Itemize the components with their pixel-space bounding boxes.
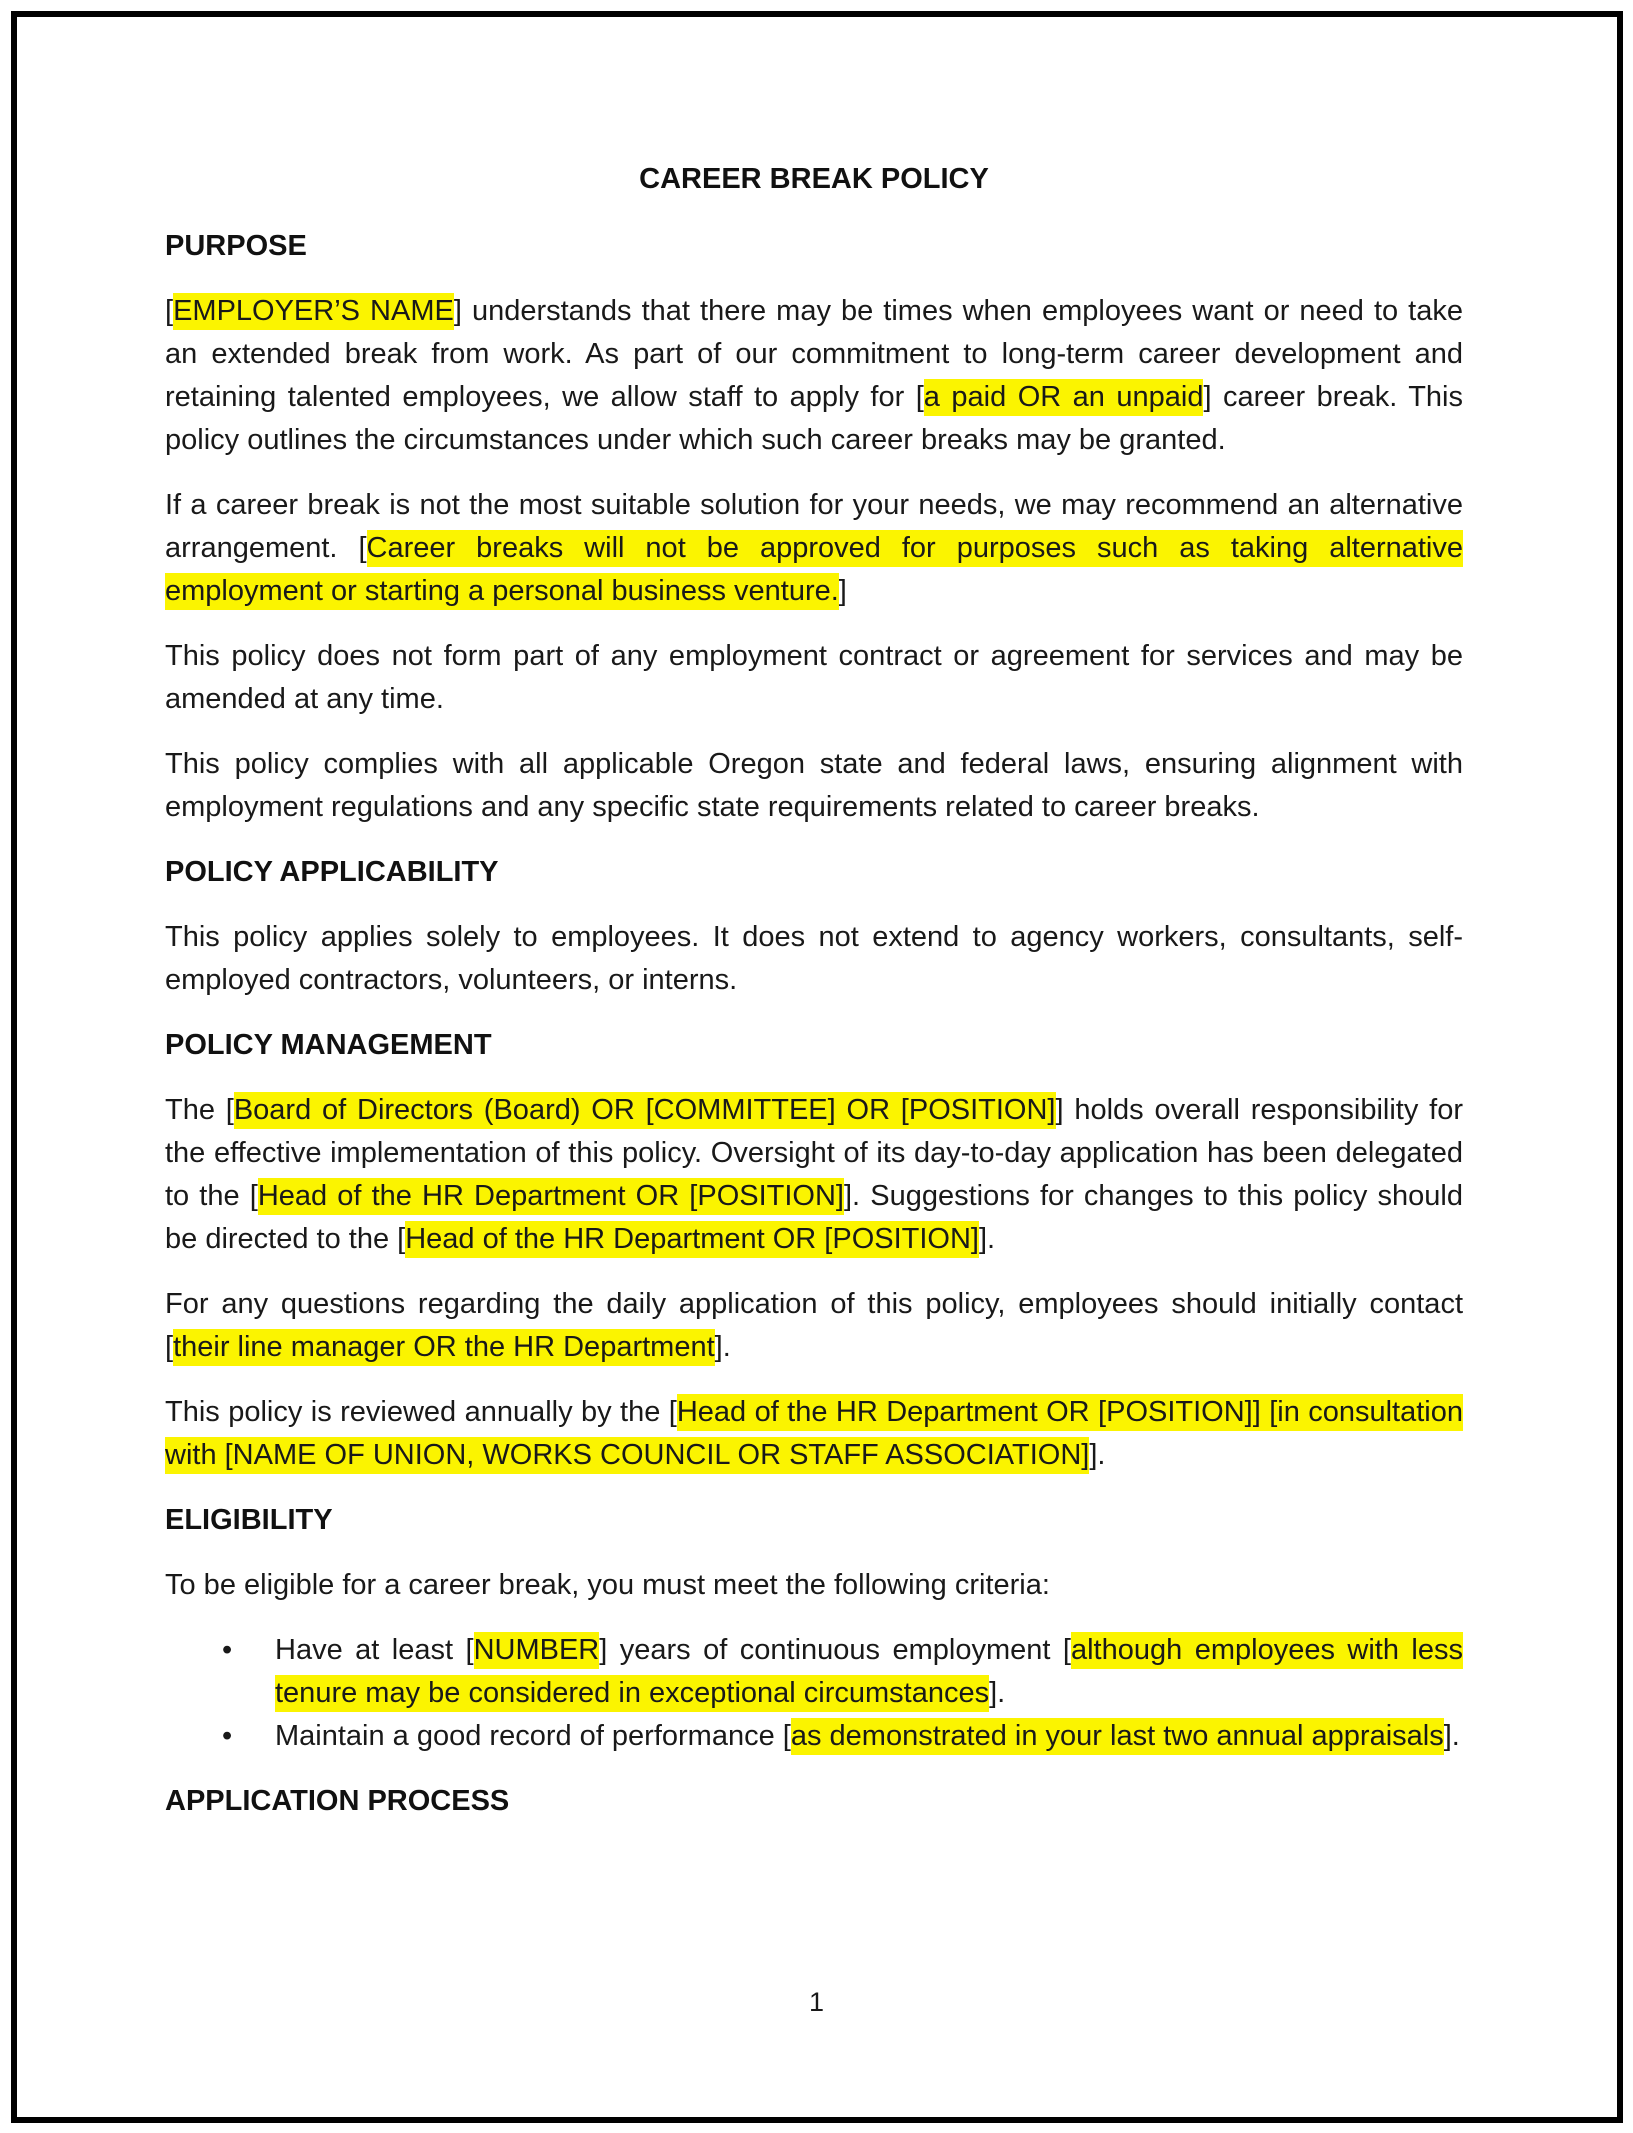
text-segment: ] holds overall responsibility for the effective implementation of this policy. Oversight of its day-to-day application has been delegated to the [ <box>165 1094 1463 1212</box>
paragraph <box>165 635 1463 721</box>
bullet-icon: • <box>222 1720 233 1752</box>
paragraph <box>165 484 1463 613</box>
document-content <box>165 158 1463 1845</box>
document-title: CAREER BREAK POLICY <box>639 163 989 195</box>
highlighted-placeholder: Head of the HR Department OR [POSITION] <box>258 1178 844 1215</box>
highlighted-placeholder: their line manager OR the HR Department <box>173 1329 715 1366</box>
text-segment: For any questions regarding the daily application of this policy, employees should initially contact [ <box>165 1288 1463 1363</box>
text-segment: ]. <box>1089 1439 1106 1471</box>
highlighted-placeholder: Head of the HR Department OR [POSITION]] [in consultation with [NAME OF UNION, WORKS COUNCIL OR STAFF ASSOCIATION] <box>165 1394 1463 1474</box>
paragraph <box>165 290 1463 462</box>
text-segment: [ <box>165 295 174 327</box>
text-segment: ]. Suggestions for changes to this policy should be directed to the [ <box>165 1180 1463 1255</box>
bullet-list <box>165 1629 1463 1758</box>
bullet-icon: • <box>222 1634 233 1666</box>
text-segment: ] career break. This policy outlines the circumstances under which such career breaks may be granted. <box>165 381 1463 456</box>
highlighted-placeholder: Career breaks will not be approved for purposes such as taking alternative employment or starting a personal business venture. <box>165 530 1463 610</box>
section-heading: POLICY MANAGEMENT <box>165 1029 492 1061</box>
highlighted-placeholder: Board of Directors (Board) OR [COMMITTEE] OR [POSITION] <box>234 1092 1056 1129</box>
section-heading: POLICY APPLICABILITY <box>165 856 499 888</box>
text-segment: Maintain a good record of performance [ <box>275 1720 791 1752</box>
text-segment: This policy applies solely to employees. It does not extend to agency workers, consultants, self-employed contractors, volunteers, or interns. <box>165 921 1463 996</box>
text-segment: The [ <box>165 1094 234 1126</box>
section-heading: PURPOSE <box>165 230 307 262</box>
text-segment: This policy does not form part of any employment contract or agreement for services and may be amended at any time. <box>165 640 1463 715</box>
bullet-item <box>165 1715 1463 1758</box>
text-segment: ] years of continuous employment [ <box>599 1634 1071 1666</box>
paragraph <box>165 1283 1463 1369</box>
page-number: 1 <box>808 1987 825 2017</box>
text-segment: ] understands that there may be times when employees want or need to take an extended break from work. As part of our commitment to long-term career development and retaining talented employees, we allow staff to apply for [ <box>165 295 1463 413</box>
highlighted-placeholder: as demonstrated in your last two annual appraisals <box>791 1718 1444 1755</box>
document-body <box>165 225 1463 1823</box>
paragraph <box>165 1089 1463 1261</box>
highlighted-placeholder: EMPLOYER’S NAME <box>173 293 454 330</box>
paragraph <box>165 1564 1463 1607</box>
text-segment: This policy complies with all applicable Oregon state and federal laws, ensuring alignment with employment regulations and any specific state requirements related to career breaks. <box>165 748 1463 823</box>
highlighted-placeholder: Head of the HR Department OR [POSITION] <box>405 1221 979 1258</box>
paragraph <box>165 916 1463 1002</box>
highlighted-placeholder: a paid OR an unpaid <box>924 379 1204 416</box>
text-segment: ]. <box>989 1677 1006 1709</box>
text-segment: ] <box>838 575 847 607</box>
highlighted-placeholder: although employees with less tenure may be considered in exceptional circumstances <box>275 1632 1463 1712</box>
text-segment: This policy is reviewed annually by the [ <box>165 1396 677 1428</box>
text-segment: ]. <box>714 1331 731 1363</box>
section-heading: APPLICATION PROCESS <box>165 1785 510 1817</box>
text-segment: Have at least [ <box>275 1634 474 1666</box>
highlighted-placeholder: NUMBER <box>474 1632 600 1669</box>
text-segment: If a career break is not the most suitable solution for your needs, we may recommend an alternative arrangement. [ <box>165 489 1463 564</box>
paragraph <box>165 1391 1463 1477</box>
text-segment: ]. <box>1443 1720 1460 1752</box>
paragraph <box>165 743 1463 829</box>
bullet-item <box>165 1629 1463 1715</box>
text-segment: ]. <box>978 1223 996 1255</box>
text-segment: To be eligible for a career break, you must meet the following criteria: <box>165 1569 1050 1601</box>
section-heading: ELIGIBILITY <box>165 1504 333 1536</box>
